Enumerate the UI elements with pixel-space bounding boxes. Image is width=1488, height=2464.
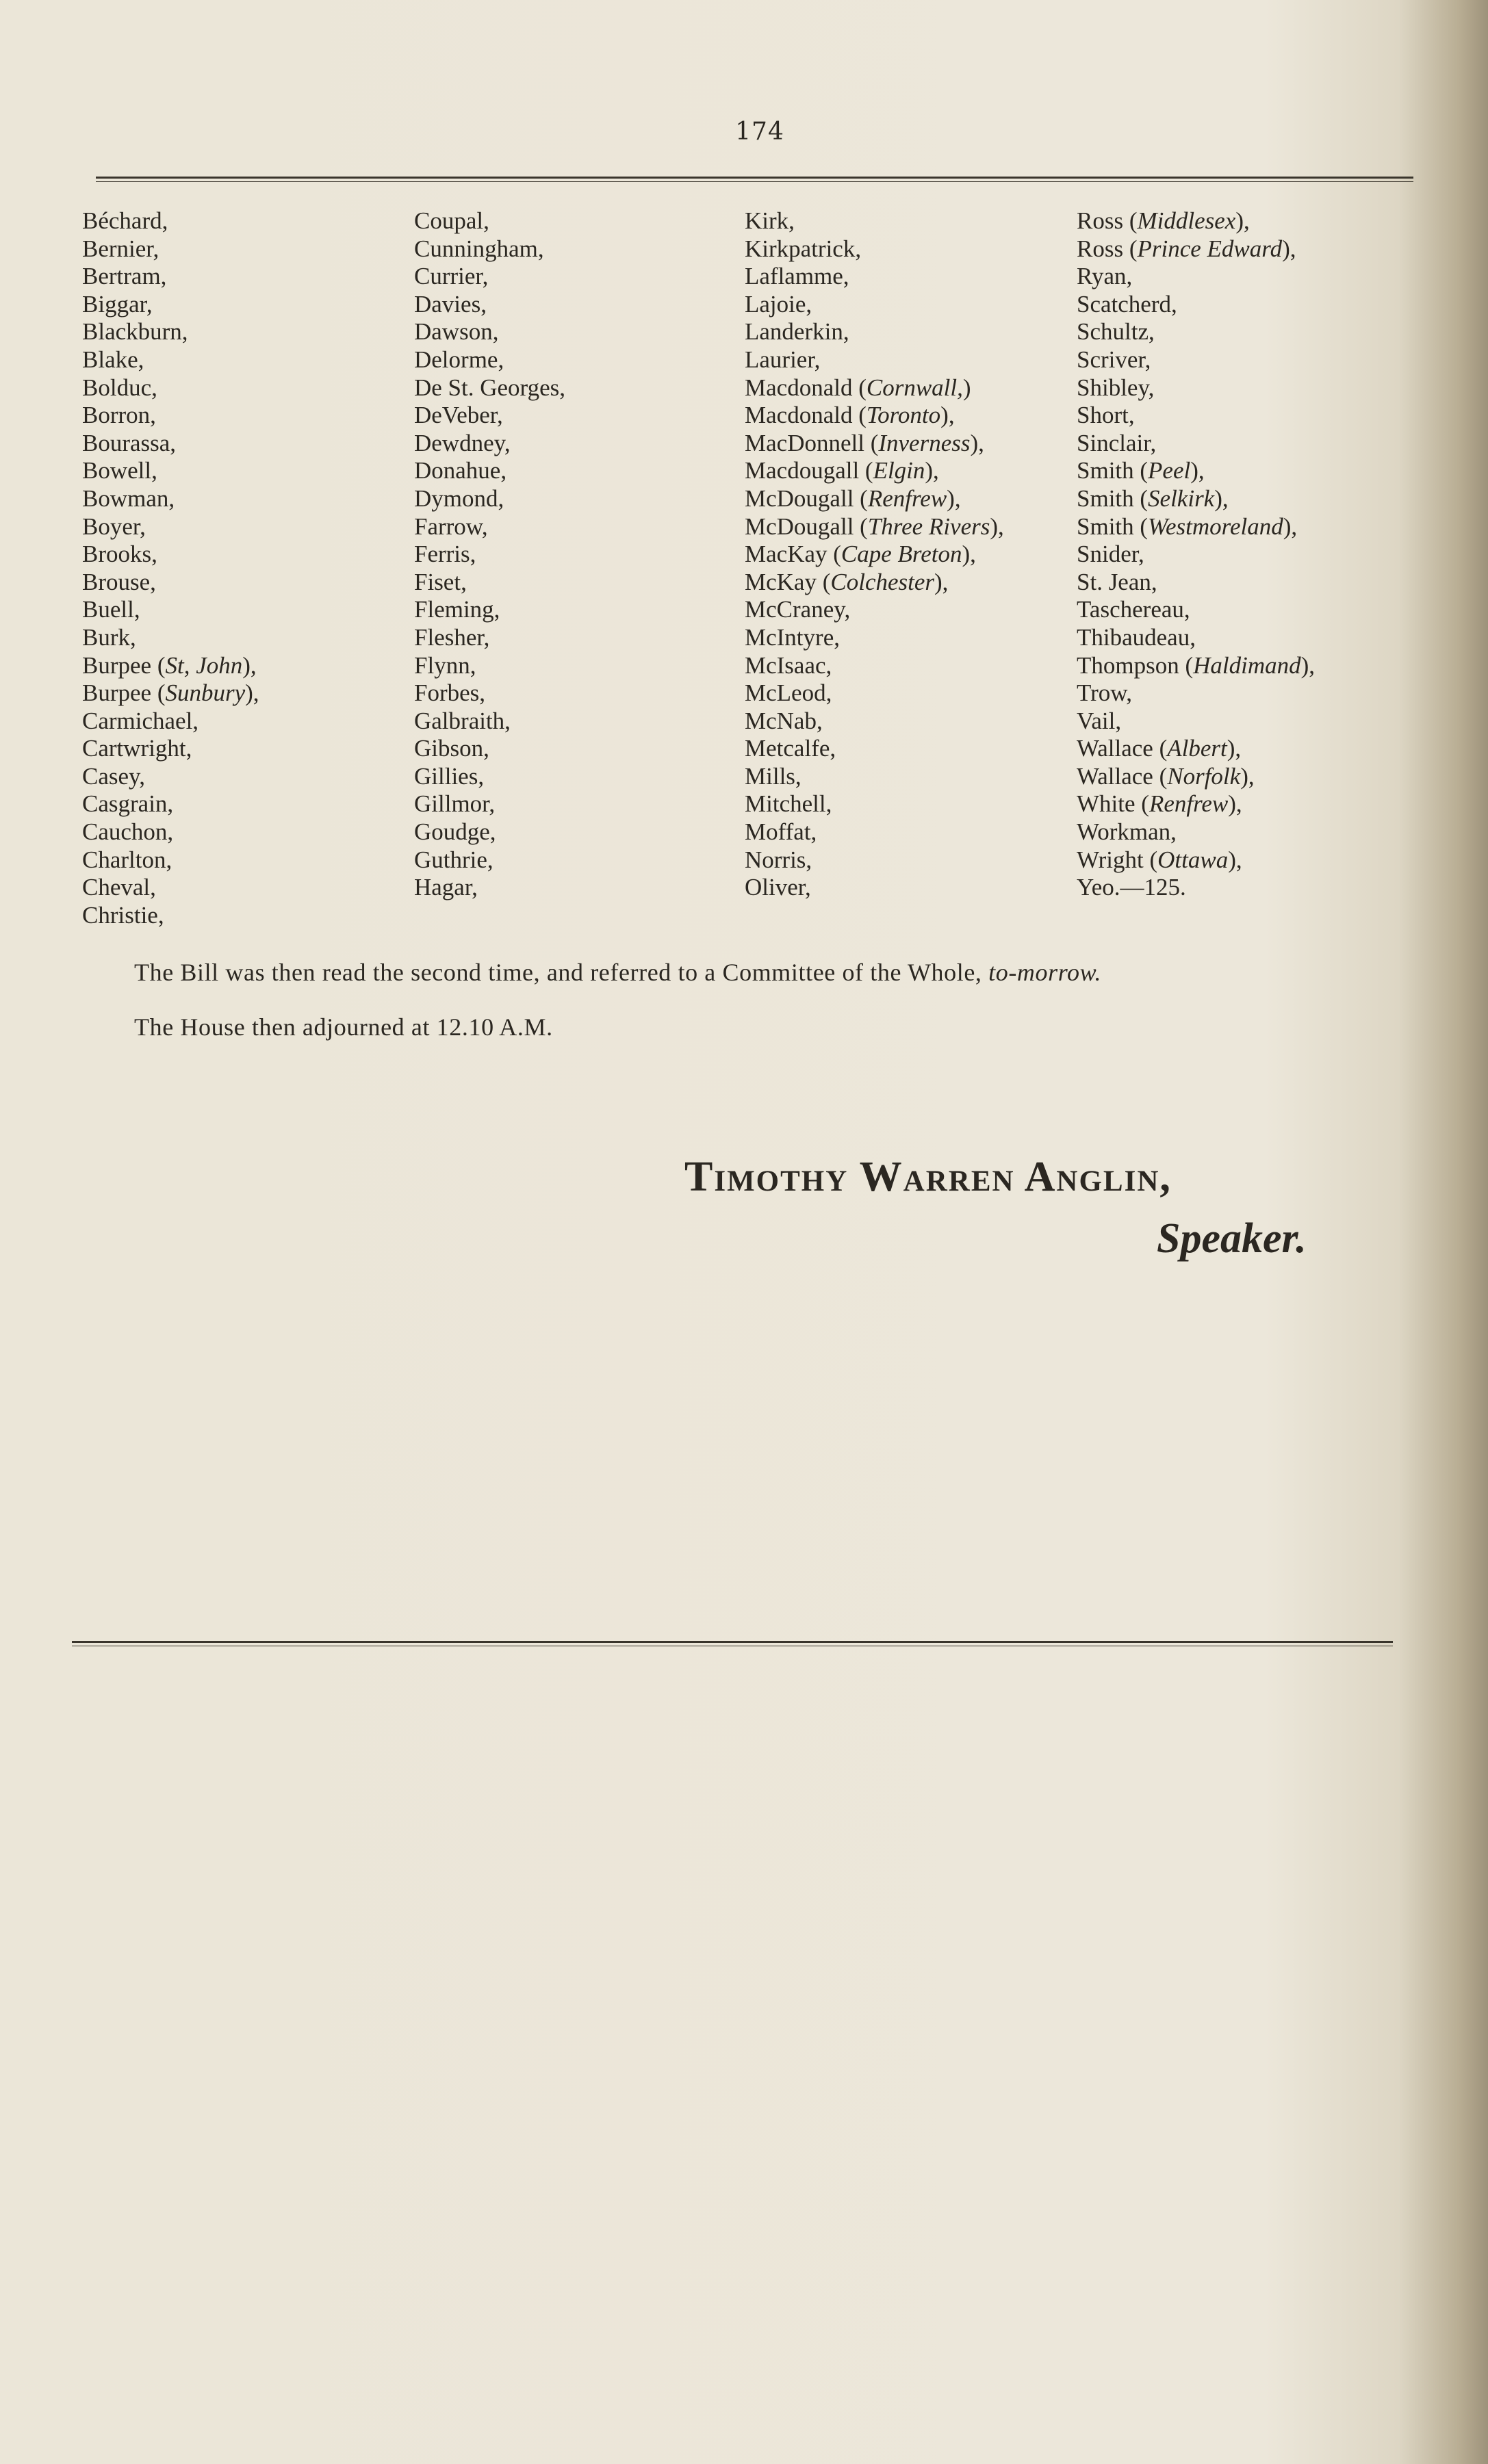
member-name [745,790,1004,818]
member-name [82,485,259,513]
member-surname: Blake, [82,346,144,373]
member-name [414,402,565,430]
member-name [1077,402,1315,430]
member-name [414,457,565,485]
member-surname: Dymond, [414,484,504,512]
member-name [745,735,1004,763]
member-name [82,541,259,569]
member-name [82,569,259,597]
member-name [414,318,565,346]
speaker-title: Speaker. [1157,1215,1307,1262]
member-name [745,263,1004,291]
member-name [745,513,1004,541]
riding-qualifier: Sunbury [165,679,246,707]
member-surname: Short, [1077,402,1135,429]
member-surname: Forbes, [414,679,486,707]
member-name [82,818,259,846]
member-surname: Flesher, [414,623,490,651]
member-surname: Boyer, [82,513,146,540]
riding-qualifier: Peel [1148,457,1191,484]
member-name [745,485,1004,513]
member-name [745,652,1004,680]
member-surname: Dawson, [414,318,499,346]
riding-closing: ), [925,457,939,484]
member-surname: Thibaudeau, [1077,623,1196,651]
member-name [414,708,565,736]
member-surname: Burpee ( [82,651,166,679]
member-surname: McKay ( [745,568,831,595]
member-surname: Casey, [82,762,146,790]
member-surname: Wallace ( [1077,762,1168,790]
member-surname: Wallace ( [1077,735,1168,762]
member-surname: Macdonald ( [745,374,867,401]
member-name [745,846,1004,874]
member-surname: Coupal, [414,207,489,234]
riding-closing: ), [1240,762,1255,790]
member-name [414,763,565,791]
member-name [1077,457,1315,485]
member-name [1077,569,1315,597]
member-name [1077,318,1315,346]
member-surname: Flynn, [414,651,476,679]
member-surname: Brouse, [82,568,156,595]
riding-closing: ), [1228,790,1242,818]
member-surname: Burk, [82,623,136,651]
member-surname: Macdougall ( [745,457,873,484]
member-surname: Bolduc, [82,374,157,401]
member-name [1077,596,1315,624]
riding-closing: ), [1282,235,1296,262]
member-name [82,763,259,791]
riding-closing: ), [242,651,257,679]
member-name [745,207,1004,235]
member-surname: Ross ( [1077,235,1138,262]
member-surname: Smith ( [1077,513,1149,540]
member-name [745,541,1004,569]
member-surname: Davies, [414,290,487,317]
riding-qualifier: Selkirk [1148,484,1215,512]
member-name [82,708,259,736]
member-name [1077,235,1315,263]
member-surname: Donahue, [414,457,507,484]
member-name [1077,652,1315,680]
member-surname: Oliver, [745,874,811,901]
member-surname: Charlton, [82,846,172,873]
member-surname: Scatcherd, [1077,290,1177,317]
member-name [82,874,259,902]
riding-closing: ), [1300,651,1316,679]
riding-qualifier: Renfrew [867,484,947,512]
member-name [745,402,1004,430]
member-name [1077,874,1315,902]
riding-closing: ), [1283,513,1298,540]
member-name [1077,679,1315,708]
member-surname: Laflamme, [745,263,849,290]
name-column-1 [82,207,259,929]
riding-closing: ), [934,568,949,595]
member-name [1077,790,1315,818]
member-surname: Guthrie, [414,846,493,873]
member-surname: Wright ( [1077,846,1158,873]
bill-referral-sentence [134,958,1366,987]
member-name [82,457,259,485]
riding-closing: ), [947,484,961,512]
member-surname: Trow, [1077,679,1133,707]
member-surname: Fleming, [414,596,500,623]
riding-qualifier: Three Rivers [867,513,990,540]
member-name [82,346,259,374]
member-surname: Macdonald ( [745,402,867,429]
riding-closing: ), [1228,846,1242,873]
member-surname: Carmichael, [82,707,199,734]
member-name [414,513,565,541]
member-name [414,818,565,846]
member-surname: Ross ( [1077,207,1138,234]
member-surname: Buell, [82,596,140,623]
top-rule [96,177,1413,182]
member-name [745,596,1004,624]
member-surname: McDougall ( [745,513,868,540]
member-surname: McNab, [745,707,823,734]
member-name [82,374,259,402]
member-name [414,541,565,569]
member-name [745,763,1004,791]
member-name [1077,263,1315,291]
member-name [1077,735,1315,763]
member-name [82,735,259,763]
member-surname: Laurier, [745,346,821,373]
member-name [414,735,565,763]
member-surname: Cauchon, [82,818,174,846]
member-name [1077,818,1315,846]
member-surname: Bourassa, [82,429,177,456]
member-surname: Landerkin, [745,318,849,346]
riding-qualifier: Middlesex [1137,207,1236,234]
member-surname: McCraney, [745,596,851,623]
member-name [414,235,565,263]
member-surname: Moffat, [745,818,817,846]
page-number: 174 [735,118,784,146]
riding-qualifier: Elgin [873,457,925,484]
member-surname: White ( [1077,790,1149,818]
member-surname: Ferris, [414,541,476,568]
member-surname: Scriver, [1077,346,1151,373]
riding-qualifier: St, John [165,651,243,679]
member-surname: St. Jean, [1077,568,1157,595]
member-surname: Taschereau, [1077,596,1190,623]
member-surname: Galbraith, [414,707,511,734]
member-name [414,485,565,513]
member-name [745,291,1004,319]
member-surname: McIsaac, [745,651,832,679]
member-surname: Thompson ( [1077,651,1194,679]
riding-closing: ), [1190,457,1205,484]
adjournment-sentence: The House then adjourned at 12.10 A.M. [134,1013,553,1041]
riding-qualifier: Cape Breton [841,541,962,568]
member-name [1077,430,1315,458]
member-name [745,624,1004,652]
member-name [82,263,259,291]
member-surname: Biggar, [82,290,153,317]
member-name [82,902,259,930]
member-name [82,624,259,652]
member-name [1077,763,1315,791]
member-name [745,374,1004,402]
member-name [414,263,565,291]
member-surname: Christie, [82,901,164,929]
member-name [414,846,565,874]
riding-closing: ), [940,402,955,429]
member-name [1077,708,1315,736]
member-name [414,374,565,402]
member-name [745,818,1004,846]
riding-closing: ) [962,374,971,401]
member-surname: Gillies, [414,762,485,790]
member-name [414,207,565,235]
member-surname: Fiset, [414,568,467,595]
riding-qualifier: Albert [1167,735,1227,762]
member-surname: Goudge, [414,818,496,846]
member-name [745,318,1004,346]
member-surname: Ryan, [1077,263,1133,290]
riding-qualifier: Westmoreland [1148,513,1283,540]
riding-qualifier: Haldimand [1193,651,1301,679]
riding-qualifier: Toronto [866,402,941,429]
riding-qualifier: Inverness [878,429,971,456]
bottom-rule [72,1641,1393,1646]
member-surname: Shibley, [1077,374,1155,401]
member-name [1077,346,1315,374]
member-surname: Bertram, [82,263,167,290]
member-name [82,235,259,263]
member-surname: Currier, [414,263,489,290]
riding-qualifier: Cornwall, [866,374,963,401]
member-surname: Metcalfe, [745,735,836,762]
member-surname: Schultz, [1077,318,1155,346]
member-surname: Bernier, [82,235,159,262]
member-surname: Cunningham, [414,235,544,262]
member-surname: Gillmor, [414,790,496,818]
member-surname: Norris, [745,846,812,873]
member-surname: MacDonnell ( [745,429,879,456]
member-name [745,346,1004,374]
name-column-4 [1077,207,1315,902]
member-surname: Blackburn, [82,318,188,346]
member-name [745,874,1004,902]
member-surname: MacKay ( [745,541,841,568]
riding-qualifier: Ottawa [1157,846,1229,873]
member-name [82,679,259,708]
speaker-name: Timothy Warren Anglin, [684,1154,1172,1200]
member-name [414,596,565,624]
member-surname: McLeod, [745,679,832,707]
member-surname: Yeo.—125. [1077,874,1186,901]
member-surname: Cartwright, [82,735,192,762]
member-surname: De St. Georges, [414,374,565,401]
member-name-columns [0,207,1488,933]
member-name [414,874,565,902]
riding-closing: ), [962,541,976,568]
name-column-2 [414,207,565,902]
member-surname: Lajoie, [745,290,812,317]
riding-qualifier: Norfolk [1167,762,1241,790]
member-surname: Mitchell, [745,790,832,818]
member-name [82,596,259,624]
member-surname: Sinclair, [1077,429,1157,456]
riding-closing: ), [990,513,1004,540]
member-name [414,346,565,374]
member-name [1077,624,1315,652]
member-name [82,207,259,235]
name-column-3 [745,207,1004,902]
member-surname: Béchard, [82,207,168,234]
member-surname: Kirkpatrick, [745,235,862,262]
member-surname: DeVeber, [414,402,503,429]
member-surname: Snider, [1077,541,1144,568]
member-name [745,430,1004,458]
member-name [1077,207,1315,235]
member-surname: Farrow, [414,513,488,540]
member-surname: McDougall ( [745,484,868,512]
member-surname: Cheval, [82,874,156,901]
member-name [745,708,1004,736]
member-surname: Borron, [82,402,156,429]
member-name [82,652,259,680]
member-name [745,569,1004,597]
bill-sentence-text: The Bill was then read the second time, and referred to a Committee of the Whole, [134,959,989,986]
member-name [82,291,259,319]
member-surname: Casgrain, [82,790,174,818]
bill-sentence-tail: to-morrow. [988,959,1102,986]
riding-closing: ), [245,679,259,707]
member-surname: Delorme, [414,346,504,373]
member-name [414,291,565,319]
member-name [82,846,259,874]
member-name [82,402,259,430]
member-surname: Brooks, [82,541,157,568]
member-name [1077,846,1315,874]
member-name [1077,374,1315,402]
member-name [82,513,259,541]
member-surname: Vail, [1077,707,1122,734]
riding-qualifier: Renfrew [1149,790,1229,818]
member-name [745,457,1004,485]
member-name [82,790,259,818]
member-name [1077,485,1315,513]
member-name [1077,513,1315,541]
member-surname: Bowman, [82,484,175,512]
member-name [82,318,259,346]
member-name [1077,291,1315,319]
member-surname: Smith ( [1077,484,1149,512]
member-surname: McIntyre, [745,623,840,651]
riding-closing: ), [1227,735,1242,762]
member-name [82,430,259,458]
member-surname: Bowell, [82,457,157,484]
member-name [745,235,1004,263]
member-surname: Gibson, [414,735,489,762]
member-name [414,790,565,818]
riding-qualifier: Colchester [830,568,935,595]
member-surname: Kirk, [745,207,795,234]
riding-closing: ), [1214,484,1229,512]
member-name [414,430,565,458]
riding-closing: ), [1235,207,1250,234]
member-name [414,624,565,652]
member-name [745,679,1004,708]
member-surname: Hagar, [414,874,478,901]
member-surname: Dewdney, [414,429,511,456]
member-surname: Smith ( [1077,457,1149,484]
member-name [414,652,565,680]
member-name [414,569,565,597]
member-name [1077,541,1315,569]
member-name [414,679,565,708]
member-surname: Workman, [1077,818,1177,846]
riding-closing: ), [970,429,984,456]
member-surname: Mills, [745,762,801,790]
member-surname: Burpee ( [82,679,166,707]
riding-qualifier: Prince Edward [1137,235,1283,262]
